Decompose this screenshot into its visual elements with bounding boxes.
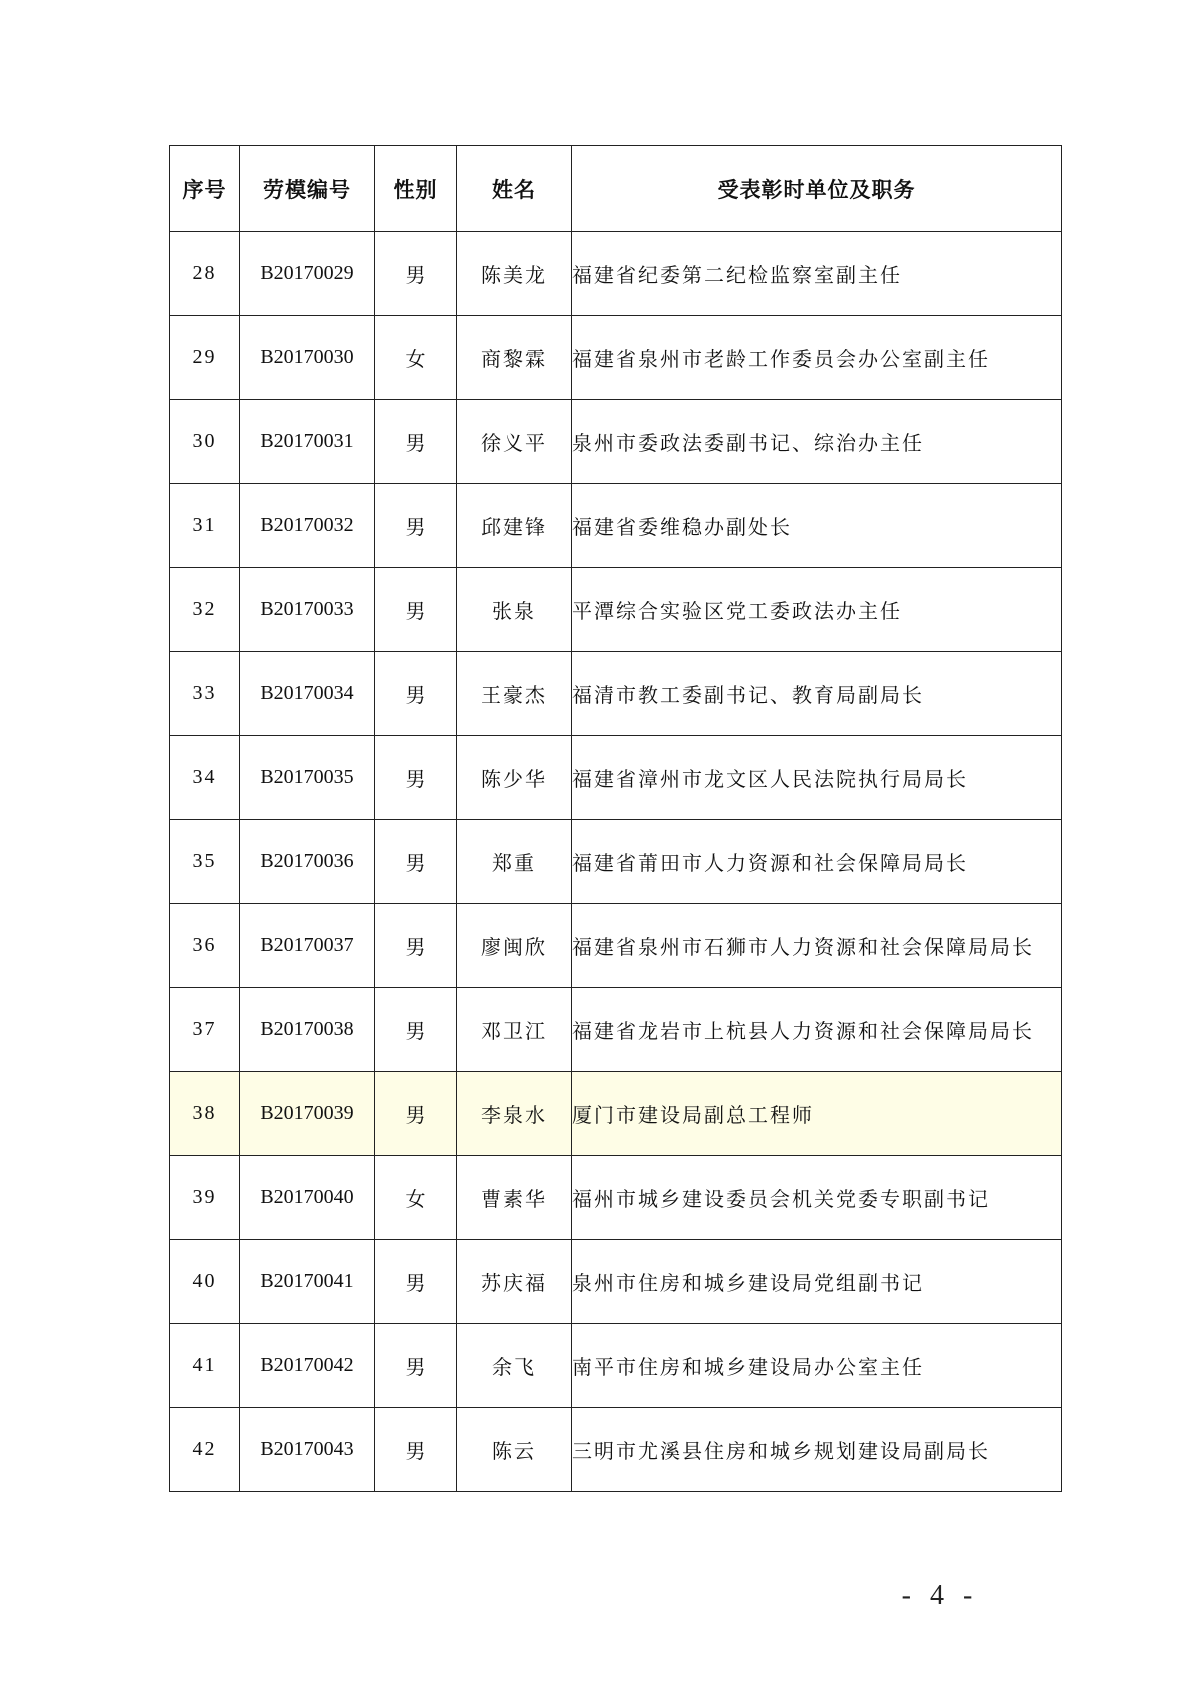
cell-id: B20170039 — [240, 1072, 375, 1156]
cell-id: B20170040 — [240, 1156, 375, 1240]
cell-name: 邓卫江 — [457, 988, 572, 1072]
cell-seq: 29 — [170, 316, 240, 400]
cell-name: 曹素华 — [457, 1156, 572, 1240]
table-row — [170, 316, 1062, 400]
table-row — [170, 1240, 1062, 1324]
table-row — [170, 736, 1062, 820]
header-unit: 受表彰时单位及职务 — [572, 146, 1062, 232]
header-name: 姓名 — [457, 146, 572, 232]
header-seq: 序号 — [170, 146, 240, 232]
cell-gender: 男 — [375, 484, 457, 568]
cell-name: 徐义平 — [457, 400, 572, 484]
cell-unit: 福建省莆田市人力资源和社会保障局局长 — [572, 820, 1062, 904]
table-row — [170, 484, 1062, 568]
cell-name: 李泉水 — [457, 1072, 572, 1156]
cell-name: 张泉 — [457, 568, 572, 652]
table-row — [170, 232, 1062, 316]
cell-unit: 平潭综合实验区党工委政法办主任 — [572, 568, 1062, 652]
cell-name: 陈少华 — [457, 736, 572, 820]
table-row — [170, 652, 1062, 736]
cell-id: B20170036 — [240, 820, 375, 904]
cell-gender: 女 — [375, 1156, 457, 1240]
cell-unit: 福建省龙岩市上杭县人力资源和社会保障局局长 — [572, 988, 1062, 1072]
cell-name: 苏庆福 — [457, 1240, 572, 1324]
table-row — [170, 568, 1062, 652]
cell-id: B20170035 — [240, 736, 375, 820]
cell-seq: 38 — [170, 1072, 240, 1156]
cell-unit: 厦门市建设局副总工程师 — [572, 1072, 1062, 1156]
cell-gender: 男 — [375, 1408, 457, 1492]
cell-name: 邱建锋 — [457, 484, 572, 568]
cell-name: 商黎霖 — [457, 316, 572, 400]
cell-id: B20170042 — [240, 1324, 375, 1408]
cell-id: B20170032 — [240, 484, 375, 568]
cell-id: B20170033 — [240, 568, 375, 652]
cell-name: 廖闽欣 — [457, 904, 572, 988]
cell-seq: 30 — [170, 400, 240, 484]
header-id: 劳模编号 — [240, 146, 375, 232]
table-row — [170, 1324, 1062, 1408]
table-row-highlighted — [170, 1072, 1062, 1156]
cell-id: B20170038 — [240, 988, 375, 1072]
cell-seq: 31 — [170, 484, 240, 568]
cell-unit: 泉州市委政法委副书记、综治办主任 — [572, 400, 1062, 484]
cell-name: 余飞 — [457, 1324, 572, 1408]
cell-unit: 福州市城乡建设委员会机关党委专职副书记 — [572, 1156, 1062, 1240]
table-row — [170, 1156, 1062, 1240]
table-row — [170, 904, 1062, 988]
cell-unit: 南平市住房和城乡建设局办公室主任 — [572, 1324, 1062, 1408]
cell-gender: 男 — [375, 988, 457, 1072]
cell-seq: 33 — [170, 652, 240, 736]
cell-unit: 福建省委维稳办副处长 — [572, 484, 1062, 568]
cell-unit: 福清市教工委副书记、教育局副局长 — [572, 652, 1062, 736]
cell-gender: 男 — [375, 736, 457, 820]
header-gender: 性别 — [375, 146, 457, 232]
cell-seq: 35 — [170, 820, 240, 904]
table-row — [170, 988, 1062, 1072]
cell-id: B20170030 — [240, 316, 375, 400]
cell-gender: 男 — [375, 652, 457, 736]
cell-id: B20170041 — [240, 1240, 375, 1324]
cell-seq: 37 — [170, 988, 240, 1072]
cell-unit: 福建省泉州市石狮市人力资源和社会保障局局长 — [572, 904, 1062, 988]
cell-unit: 三明市尤溪县住房和城乡规划建设局副局长 — [572, 1408, 1062, 1492]
cell-id: B20170029 — [240, 232, 375, 316]
cell-unit: 福建省漳州市龙文区人民法院执行局局长 — [572, 736, 1062, 820]
cell-id: B20170031 — [240, 400, 375, 484]
cell-seq: 39 — [170, 1156, 240, 1240]
cell-gender: 男 — [375, 820, 457, 904]
cell-gender: 男 — [375, 1324, 457, 1408]
cell-gender: 男 — [375, 400, 457, 484]
cell-id: B20170043 — [240, 1408, 375, 1492]
cell-id: B20170037 — [240, 904, 375, 988]
cell-seq: 40 — [170, 1240, 240, 1324]
cell-gender: 男 — [375, 1240, 457, 1324]
cell-gender: 男 — [375, 1072, 457, 1156]
cell-name: 王豪杰 — [457, 652, 572, 736]
cell-unit: 福建省泉州市老龄工作委员会办公室副主任 — [572, 316, 1062, 400]
cell-name: 陈美龙 — [457, 232, 572, 316]
table-row — [170, 820, 1062, 904]
cell-seq: 36 — [170, 904, 240, 988]
page-number: - 4 - — [901, 1580, 979, 1611]
cell-id: B20170034 — [240, 652, 375, 736]
cell-gender: 女 — [375, 316, 457, 400]
cell-name: 郑重 — [457, 820, 572, 904]
cell-seq: 41 — [170, 1324, 240, 1408]
model-worker-table — [169, 145, 1062, 1492]
cell-seq: 42 — [170, 1408, 240, 1492]
cell-name: 陈云 — [457, 1408, 572, 1492]
cell-gender: 男 — [375, 232, 457, 316]
cell-seq: 32 — [170, 568, 240, 652]
table-row — [170, 400, 1062, 484]
cell-unit: 福建省纪委第二纪检监察室副主任 — [572, 232, 1062, 316]
cell-seq: 34 — [170, 736, 240, 820]
cell-unit: 泉州市住房和城乡建设局党组副书记 — [572, 1240, 1062, 1324]
table-row — [170, 1408, 1062, 1492]
cell-seq: 28 — [170, 232, 240, 316]
cell-gender: 男 — [375, 568, 457, 652]
cell-gender: 男 — [375, 904, 457, 988]
table-header-row — [170, 146, 1062, 232]
